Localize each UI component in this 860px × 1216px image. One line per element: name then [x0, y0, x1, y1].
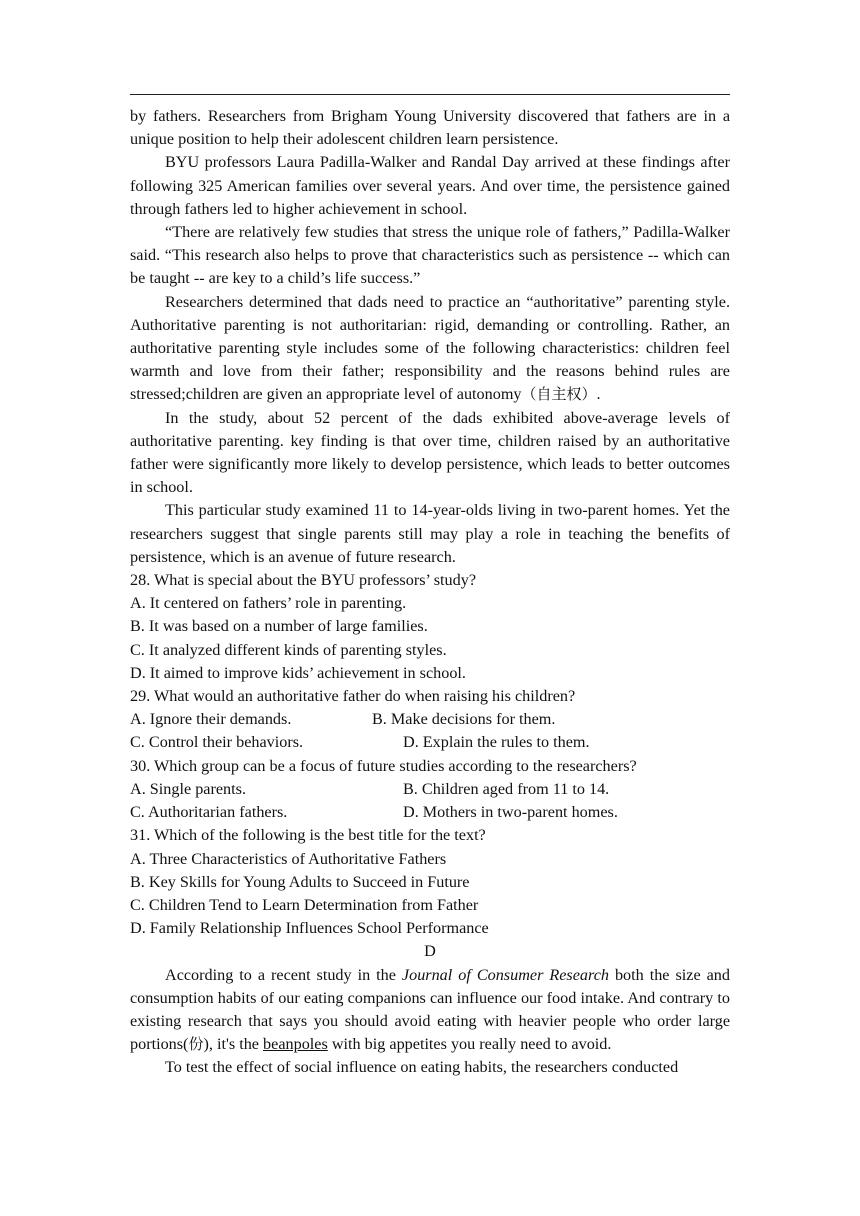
question-28-option-c: C. It analyzed different kinds of parenting styles.: [130, 640, 447, 659]
question-29-option-b: B. Make decisions for them.: [372, 710, 556, 729]
question-31-option-a: A. Three Characteristics of Authoritative Fathers: [130, 849, 447, 868]
question-29-option-a: A. Ignore their demands.: [130, 710, 292, 729]
question-29-options-row-1: [130, 708, 730, 731]
question-29-option-c: C. Control their behaviors.: [130, 733, 304, 752]
passage-c-paragraph-1: by fathers. Researchers from Brigham Young University discovered that fathers are in a unique position to help their adolescent children learn persistence.: [130, 107, 730, 149]
question-29-stem: 29. What would an authoritative father do when raising his children?: [130, 687, 576, 706]
journal-title: Journal of Consumer Research: [401, 965, 609, 984]
question-30-option-c: C. Authoritarian fathers.: [130, 803, 288, 822]
passage-c-paragraph-3: “There are relatively few studies that stress the unique role of fathers,” Padilla-Walker said. “This research also helps to prove that characteristics such as persistence -- which can be taught -- are key to a child’s life success.”: [130, 223, 730, 288]
question-28-option-b: B. It was based on a number of large families.: [130, 617, 428, 636]
paragraph-4-end: .: [596, 385, 601, 404]
autonomy-gloss: （自主权）: [521, 385, 597, 404]
passage-c-paragraph-6: This particular study examined 11 to 14-year-olds living in two-parent homes. Yet the researchers suggest that single parents still may play a role in teaching the benefits of persistence, which is an avenue of future research.: [130, 501, 730, 566]
question-30-option-d: D. Mothers in two-parent homes.: [403, 803, 618, 822]
document-body: [130, 105, 730, 1080]
question-28-option-d: D. It aimed to improve kids’ achievement in school.: [130, 663, 466, 682]
passage-c-paragraph-4: [130, 291, 730, 407]
paragraph-4-text: Researchers determined that dads need to practice an “authoritative” parenting style. Authoritative parenting is not authoritarian: rigid, demanding or controlling. Rather, an authoritative parenting style includes some of the following characteristics: children feel warmth and love from their father; responsibility and the reasons behind rules are stressed;children are given an appropriate level of autonomy: [130, 292, 730, 404]
passage-d-p1-part-d: with big appetites you really need to avoid.: [327, 1035, 612, 1054]
question-31-option-d: D. Family Relationship Influences School Performance: [130, 919, 489, 938]
question-31-option-c: C. Children Tend to Learn Determination from Father: [130, 895, 479, 914]
passage-c-paragraph-5: In the study, about 52 percent of the dads exhibited above-average levels of authoritative parenting. key finding is that over time, children raised by an authoritative father were significantly more likely to develop persistence, which leads to better outcomes in school.: [130, 408, 730, 497]
passage-c-paragraph-2: BYU professors Laura Padilla-Walker and Randal Day arrived at these findings after following 325 American families over several years. And over time, the persistence gained through fathers led to higher achievement in school.: [130, 153, 730, 218]
question-28-option-a: A. It centered on fathers’ role in parenting.: [130, 594, 407, 613]
beanpoles-underlined-word: beanpoles: [263, 1035, 328, 1054]
header-rule: [130, 94, 730, 95]
passage-d-p1-part-b: both the size and consumption habits of our eating companions can influence our food intake. And contrary to existing research that says you should avoid eating with heavier people who order large portions(: [130, 965, 730, 1054]
question-29-option-d: D. Explain the rules to them.: [403, 733, 590, 752]
question-31-stem: 31. Which of the following is the best title for the text?: [130, 826, 486, 845]
question-30-stem: 30. Which group can be a focus of future studies according to the researchers?: [130, 756, 637, 775]
portions-gloss: 份: [188, 1035, 204, 1054]
question-30-options-row-2: [130, 801, 730, 824]
question-28-stem: 28. What is special about the BYU professors’ study?: [130, 571, 477, 590]
passage-d-paragraph-2: To test the effect of social influence on eating habits, the researchers conducted: [165, 1058, 679, 1077]
question-31-option-b: B. Key Skills for Young Adults to Succeed in Future: [130, 872, 470, 891]
question-30-option-b: B. Children aged from 11 to 14.: [403, 779, 610, 798]
question-30-option-a: A. Single parents.: [130, 779, 246, 798]
passage-d-paragraph-1: [130, 964, 730, 1057]
passage-d-p1-part-c: ), it's the: [203, 1035, 264, 1054]
question-30-options-row-1: [130, 778, 730, 801]
passage-d-heading: D: [424, 942, 436, 961]
passage-d-p1-part-a: According to a recent study in the: [165, 965, 402, 984]
question-29-options-row-2: [130, 731, 730, 754]
